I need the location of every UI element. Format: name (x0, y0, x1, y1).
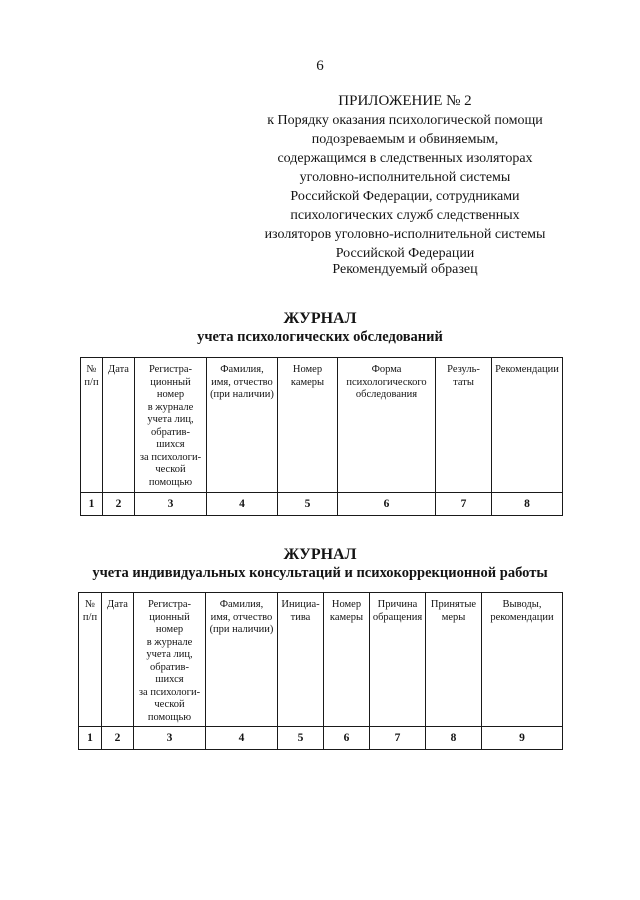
column-header: Дата (102, 593, 134, 727)
column-number: 5 (278, 493, 338, 516)
appendix-title: ПРИЛОЖЕНИЕ № 2 (338, 93, 472, 109)
appendix-line: содержащимся в следственных изоляторах (277, 151, 533, 166)
appendix-header (230, 92, 580, 263)
column-number: 9 (482, 727, 563, 750)
column-number: 4 (206, 727, 278, 750)
appendix-line: подозреваемым и обвиняемым, (311, 132, 499, 147)
appendix-line: Российской Федерации, сотрудниками (290, 189, 520, 204)
journal2-heading: ЖУРНАЛ (283, 546, 357, 563)
table-header-row (81, 358, 563, 493)
column-number: 2 (103, 493, 135, 516)
journal2-table (78, 592, 563, 750)
column-number: 6 (338, 493, 436, 516)
journal1-table (80, 357, 563, 516)
sample-note: Рекомендуемый образец (332, 262, 478, 277)
column-header: Регистра- ционный номер в журнале учета лиц, обратив- шихся за психологи- ческой помощью (135, 358, 207, 493)
journal1-heading: ЖУРНАЛ (283, 310, 357, 327)
column-number: 4 (207, 493, 278, 516)
column-number: 2 (102, 727, 134, 750)
column-header: № п/п (79, 593, 102, 727)
column-header: Фамилия, имя, отчество (при наличии) (206, 593, 278, 727)
column-number: 6 (324, 727, 370, 750)
table-row (81, 493, 563, 516)
column-header: Выводы, рекомендации (482, 593, 563, 727)
column-header: Причина обращения (370, 593, 426, 727)
appendix-line: уголовно-исполнительной системы (299, 170, 511, 185)
column-number: 1 (81, 493, 103, 516)
journal2-subheading: учета индивидуальных консультаций и психокоррекционной работы (92, 565, 548, 581)
column-header: Резуль- таты (436, 358, 492, 493)
page-number: 6 (316, 58, 324, 74)
column-number: 3 (135, 493, 207, 516)
column-number: 3 (134, 727, 206, 750)
column-number: 1 (79, 727, 102, 750)
journal2-title (40, 546, 600, 582)
column-header: № п/п (81, 358, 103, 493)
column-header: Рекомендации (492, 358, 563, 493)
column-number: 8 (492, 493, 563, 516)
column-header: Регистра- ционный номер в журнале учета лиц, обратив- шихся за психологи- ческой помощью (134, 593, 206, 727)
column-number: 8 (426, 727, 482, 750)
column-header: Фамилия, имя, отчество (при наличии) (207, 358, 278, 493)
appendix-line: психологических служб следственных (290, 208, 520, 223)
journal1-subheading: учета психологических обследований (197, 329, 443, 345)
column-number: 7 (436, 493, 492, 516)
column-header: Дата (103, 358, 135, 493)
column-number: 5 (278, 727, 324, 750)
column-number: 7 (370, 727, 426, 750)
column-header: Форма психологического обследования (338, 358, 436, 493)
appendix-line: к Порядку оказания психологической помощи (267, 113, 543, 128)
column-header: Номер камеры (324, 593, 370, 727)
table-row (79, 727, 563, 750)
column-header: Номер камеры (278, 358, 338, 493)
appendix-line: Российской Федерации (335, 246, 475, 261)
column-header: Инициа- тива (278, 593, 324, 727)
journal1-title (40, 310, 600, 346)
column-header: Принятые меры (426, 593, 482, 727)
appendix-line: изоляторов уголовно-исполнительной системы (264, 227, 546, 242)
table-header-row (79, 593, 563, 727)
